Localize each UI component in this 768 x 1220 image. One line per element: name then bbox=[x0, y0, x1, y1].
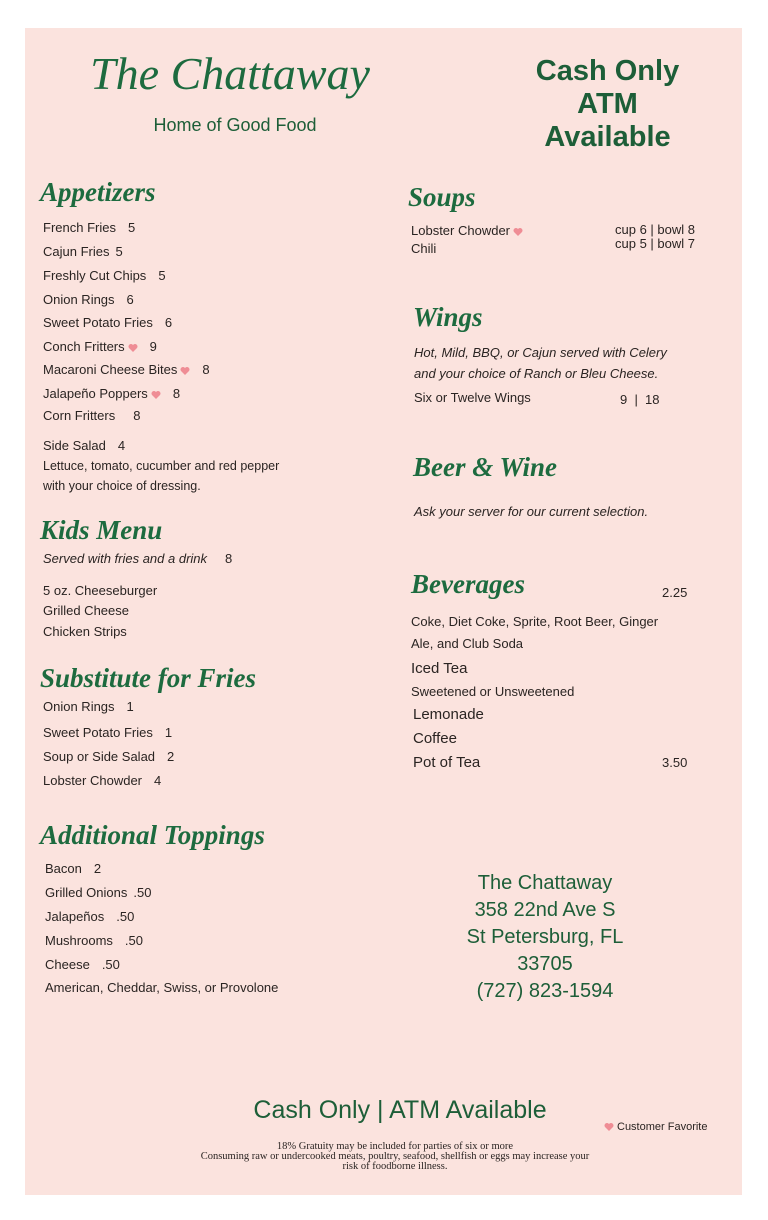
section-title-toppings: Additional Toppings bbox=[40, 820, 265, 850]
heart-icon bbox=[604, 1122, 614, 1132]
side-salad-description: Lettuce, tomato, cucumber and red pepper with your choice of dressing. bbox=[43, 459, 280, 493]
menu-item: Chicken Strips bbox=[43, 624, 127, 639]
menu-item: Chili bbox=[411, 241, 437, 256]
item-name: Corn Fritters bbox=[43, 408, 116, 423]
item-name: Jalapeños bbox=[45, 909, 105, 924]
menu-item: 5 oz. Cheeseburger bbox=[43, 583, 158, 598]
item-name: Mushrooms bbox=[45, 933, 113, 948]
item-price: 2 bbox=[167, 749, 175, 764]
item-price: cup 6 | bowl 8 bbox=[615, 222, 695, 237]
menu-item bbox=[43, 244, 123, 260]
item-name: Sweet Potato Fries bbox=[43, 725, 153, 740]
sodas-list: Coke, Diet Coke, Sprite, Root Beer, Ginger bbox=[411, 614, 659, 629]
section-title-beverages: Beverages bbox=[411, 569, 525, 599]
item-name: Onion Rings bbox=[43, 699, 115, 714]
section-title-appetizers: Appetizers bbox=[40, 177, 156, 207]
item-name: Freshly Cut Chips bbox=[43, 268, 147, 283]
heart-icon bbox=[180, 366, 190, 376]
item-price: 8 bbox=[225, 551, 233, 566]
section-title-substitute: Substitute for Fries bbox=[40, 663, 257, 693]
wings-description: Hot, Mild, BBQ, or Cajun served with Celery bbox=[414, 345, 667, 360]
section-title-soups: Soups bbox=[408, 182, 476, 212]
menu-item bbox=[43, 315, 172, 331]
item-name: Macaroni Cheese Bites bbox=[43, 362, 178, 377]
menu-item bbox=[45, 885, 151, 901]
item-name: Sweet Potato Fries bbox=[43, 315, 153, 330]
menu-item bbox=[43, 362, 210, 378]
gratuity-note: 18% Gratuity may be included for parties of six or more bbox=[276, 1141, 514, 1152]
cash-notice-line: Cash Only bbox=[535, 55, 680, 87]
cash-notice-line: ATM bbox=[577, 88, 638, 120]
item-name: Jalapeño Poppers bbox=[43, 386, 148, 401]
item-price: .50 bbox=[133, 885, 152, 900]
menu-item: Coffee bbox=[413, 730, 457, 747]
kids-menu-subtitle bbox=[43, 551, 232, 567]
kids-subtitle-text: Served with fries and a drink bbox=[43, 551, 208, 566]
item-name: Side Salad bbox=[43, 438, 106, 453]
item-price: 8 bbox=[202, 362, 210, 377]
menu-item: Six or Twelve Wings bbox=[414, 390, 531, 405]
item-price: 6 bbox=[164, 315, 173, 330]
item-price: 6 bbox=[126, 292, 134, 307]
item-name: Conch Fritters bbox=[43, 339, 125, 354]
item-name: Cheese bbox=[45, 957, 90, 972]
item-name: French Fries bbox=[43, 220, 116, 235]
menu-item bbox=[45, 909, 134, 925]
menu-item bbox=[43, 699, 134, 715]
cash-only-footer: Cash Only | ATM Available bbox=[253, 1096, 547, 1124]
cash-only-notice bbox=[505, 55, 710, 154]
item-price: 9 bbox=[149, 339, 157, 354]
item-price: 8 bbox=[172, 386, 181, 401]
item-name: Grilled Onions bbox=[45, 885, 128, 900]
item-price: .50 bbox=[101, 957, 120, 972]
item-price: 1 bbox=[164, 725, 173, 740]
menu-item bbox=[43, 438, 125, 454]
item-name: Lobster Chowder bbox=[411, 223, 510, 238]
item-name: Soup or Side Salad bbox=[43, 749, 156, 764]
heart-icon bbox=[513, 227, 523, 237]
item-name: Onion Rings bbox=[43, 292, 115, 307]
item-price: 9 | 18 bbox=[620, 392, 660, 407]
menu-item: Grilled Cheese bbox=[43, 603, 129, 618]
item-name: Bacon bbox=[45, 861, 82, 876]
address-zip: 33705 bbox=[517, 953, 573, 975]
menu-item: Iced Tea bbox=[411, 660, 468, 677]
food-warning: risk of foodborne illness. bbox=[342, 1161, 448, 1172]
section-title-wings: Wings bbox=[413, 302, 483, 332]
section-title-kids-menu: Kids Menu bbox=[40, 515, 163, 545]
phone-number: (727) 823-1594 bbox=[476, 980, 614, 1002]
menu-item: Pot of Tea bbox=[413, 754, 481, 771]
item-price: .50 bbox=[116, 909, 135, 924]
menu-item bbox=[43, 339, 157, 355]
menu-item bbox=[45, 861, 101, 877]
item-price: 2.25 bbox=[662, 585, 688, 600]
cash-notice-line: Available bbox=[544, 121, 671, 153]
item-name: Lobster Chowder bbox=[43, 773, 142, 788]
menu-item bbox=[43, 220, 135, 236]
heart-icon bbox=[128, 343, 138, 353]
item-price: 1 bbox=[126, 699, 134, 714]
address-street: 358 22nd Ave S bbox=[474, 899, 616, 921]
legend-label: Customer Favorite bbox=[617, 1121, 708, 1133]
menu-item bbox=[43, 773, 161, 789]
iced-tea-options: Sweetened or Unsweetened bbox=[411, 684, 575, 699]
menu-item bbox=[43, 268, 166, 284]
item-price: 8 bbox=[133, 408, 141, 423]
menu-item bbox=[45, 933, 143, 949]
menu-item bbox=[43, 749, 174, 765]
item-price: .50 bbox=[124, 933, 143, 948]
restaurant-logo: The Chattaway bbox=[90, 48, 370, 99]
tagline: Home of Good Food bbox=[153, 115, 317, 135]
menu-item: Lemonade bbox=[413, 706, 484, 723]
item-price: 5 bbox=[127, 220, 136, 235]
sodas-list: Ale, and Club Soda bbox=[411, 636, 524, 651]
item-price: 4 bbox=[154, 773, 162, 788]
item-price: 2 bbox=[93, 861, 102, 876]
section-title-beer-wine: Beer & Wine bbox=[413, 452, 558, 482]
wings-description: and your choice of Ranch or Bleu Cheese. bbox=[414, 366, 659, 381]
address-city: St Petersburg, FL bbox=[466, 926, 624, 948]
menu-item bbox=[43, 408, 140, 424]
heart-icon bbox=[151, 390, 161, 400]
food-warning: Consuming raw or undercooked meats, poultry, seafood, shellfish or eggs may increase your bbox=[200, 1151, 590, 1162]
menu-item bbox=[43, 292, 134, 308]
menu-item bbox=[43, 725, 172, 741]
menu-item bbox=[411, 223, 523, 239]
item-price: 3.50 bbox=[662, 755, 688, 770]
beer-wine-note: Ask your server for our current selection. bbox=[414, 504, 649, 519]
item-price: 5 bbox=[115, 244, 123, 259]
item-name: Cajun Fries bbox=[43, 244, 110, 259]
fine-print bbox=[100, 1142, 690, 1172]
item-price: 4 bbox=[117, 438, 126, 453]
menu-item bbox=[43, 386, 180, 402]
address-block bbox=[430, 870, 660, 1005]
item-price: 5 bbox=[158, 268, 166, 283]
address-name: The Chattaway bbox=[477, 872, 613, 894]
cheese-options: American, Cheddar, Swiss, or Provolone bbox=[45, 980, 279, 995]
item-price: cup 5 | bowl 7 bbox=[615, 236, 695, 251]
favorite-legend bbox=[604, 1121, 707, 1133]
menu-item bbox=[45, 957, 120, 973]
